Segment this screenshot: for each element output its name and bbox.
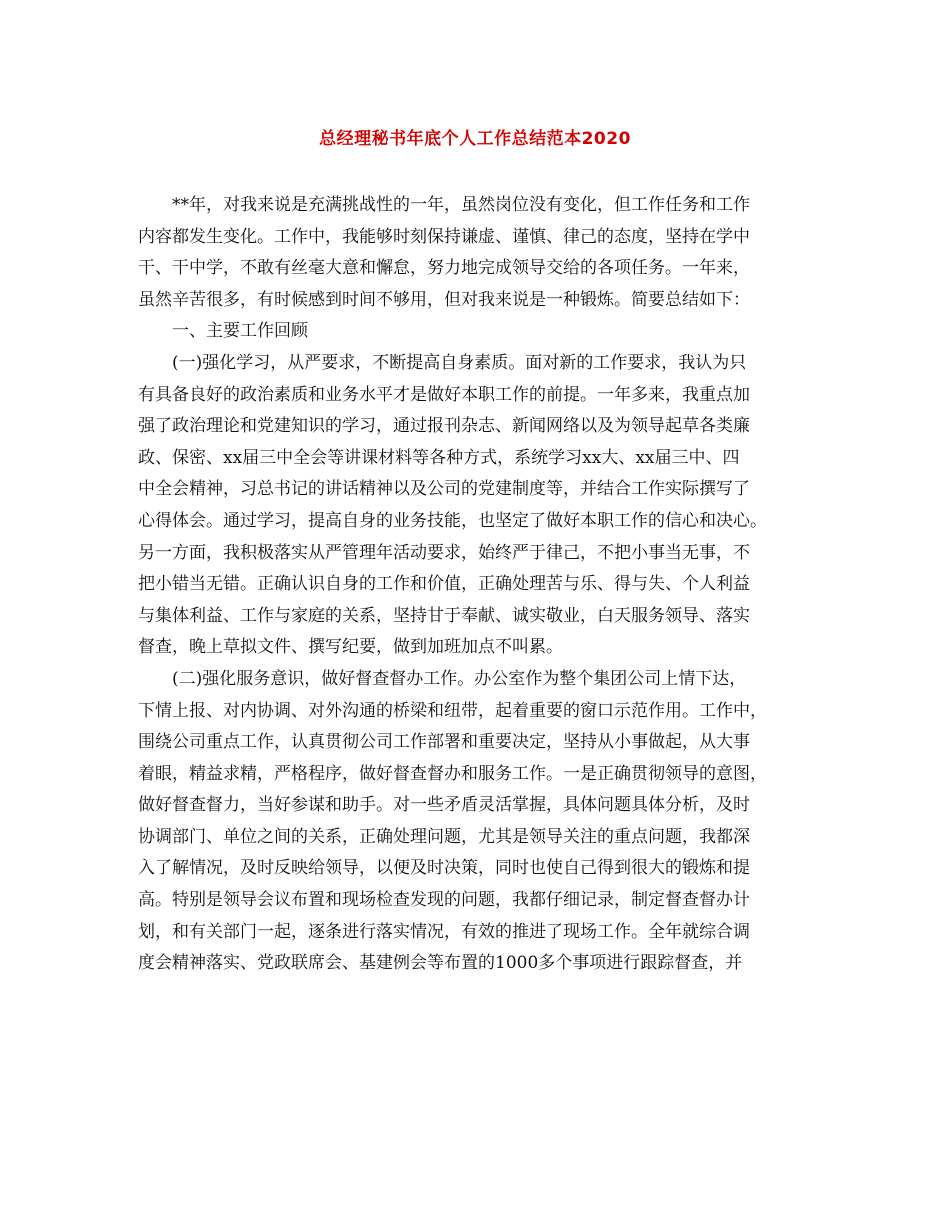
text-line: 下情上报、对内协调、对外沟通的桥梁和纽带，起着重要的窗口示范作用。工作中，: [138, 700, 767, 721]
text-line: 内容都发生变化。工作中，我能够时刻保持谦虚、谨慎、律己的态度，坚持在学中: [138, 226, 750, 247]
text-line: 虽然辛苦很多，有时候感到时间不够用，但对我来说是一种锻炼。简要总结如下：: [138, 289, 750, 310]
text-line: 强了政治理论和党建知识的学习，通过报刊杂志、新闻网络以及为领导起草各类廉: [138, 416, 750, 437]
text-line: (二)强化服务意识，做好督查督办工作。办公室作为整个集团公司上情下达，: [172, 668, 747, 689]
text-line: 与集体利益、工作与家庭的关系，坚持甘于奉献、诚实敬业，白天服务领导、落实: [138, 605, 750, 626]
document-title: 总经理秘书年底个人工作总结范本2020: [319, 129, 631, 149]
text-line: 有具备良好的政治素质和业务水平才是做好本职工作的前提。一年多来，我重点加: [138, 384, 750, 405]
text-line: 划，和有关部门一起，逐条进行落实情况，有效的推进了现场工作。全年就综合调: [138, 921, 750, 942]
text-line: 着眼，精益求精，严格程序，做好督查督办和服务工作。一是正确贯彻领导的意图，: [138, 763, 767, 784]
text-line: 把小错当无错。正确认识自身的工作和价值，正确处理苦与乐、得与失、个人利益: [138, 574, 750, 595]
text-line: 度会精神落实、党政联席会、基建例会等布置的1000多个事项进行跟踪督查，并: [138, 953, 743, 974]
text-line: **年，对我来说是充满挑战性的一年，虽然岗位没有变化，但工作任务和工作: [172, 195, 750, 215]
text-line: 协调部门、单位之间的关系，正确处理问题，尤其是领导关注的重点问题，我都深: [138, 826, 750, 847]
text-line: 做好督查督力，当好参谋和助手。对一些矛盾灵活掌握，具体问题具体分析，及时: [138, 795, 750, 816]
text-line: 中全会精神，习总书记的讲话精神以及公司的党建制度等，并结合工作实际撰写了: [138, 479, 750, 500]
text-line: 心得体会。通过学习，提高自身的业务技能，也坚定了做好本职工作的信心和决心。: [138, 510, 767, 531]
text-line: 高。特别是领导会议布置和现场检查发现的问题，我都仔细记录，制定督查督办计: [138, 890, 750, 911]
text-line: 围绕公司重点工作，认真贯彻公司工作部署和重要决定，坚持从小事做起，从大事: [138, 732, 750, 753]
text-line: 干、干中学，不敢有丝毫大意和懈怠，努力地完成领导交给的各项任务。一年来，: [138, 258, 750, 279]
text-line: 一、主要工作回顾: [172, 321, 308, 342]
document-body: [138, 190, 810, 980]
text-line: 另一方面，我积极落实从严管理年活动要求，始终严于律己，不把小事当无事，不: [138, 542, 750, 563]
text-line: 政、保密、xx届三中全会等讲课材料等各种方式，系统学习xx大、xx届三中、四: [138, 447, 740, 468]
text-line: (一)强化学习，从严要求，不断提高自身素质。面对新的工作要求，我认为只: [172, 352, 747, 373]
text-line: 督查，晚上草拟文件、撰写纪要，做到加班加点不叫累。: [138, 637, 563, 658]
text-line: 入了解情况，及时反映给领导，以便及时决策，同时也使自己得到很大的锻炼和提: [138, 858, 750, 879]
